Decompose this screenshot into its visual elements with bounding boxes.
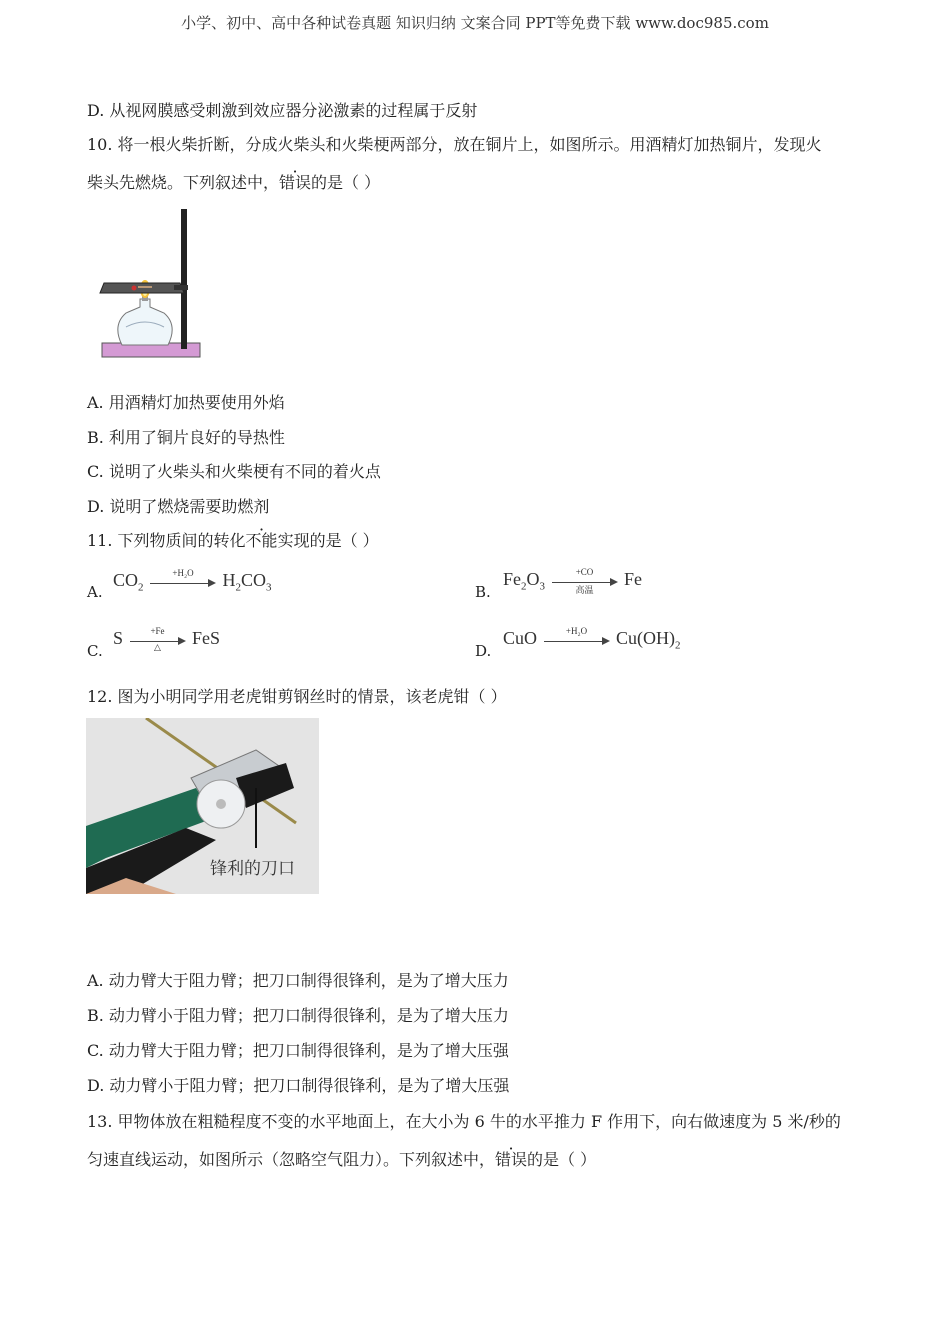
q11-option-b-label: B.	[475, 583, 491, 601]
q11-option-a-label: A.	[87, 583, 103, 601]
q10-option-d: D. 说明了燃烧需要助燃剂	[87, 497, 270, 516]
q12-option-b: B. 动力臂小于阻力臂；把刀口制得很锋利，是为了增大压力	[87, 1006, 509, 1025]
q12-stem: 12. 图为小明同学用老虎钳剪钢丝时的情景，该老虎钳（ ）	[87, 687, 507, 706]
q10-option-c: C. 说明了火柴头和火柴梗有不同的着火点	[87, 462, 381, 481]
q13-stem-line1: 13. 甲物体放在粗糙程度不变的水平地面上，在大小为 6 牛的水平推力 F 作用下，向右做速度为 5 米/秒的	[87, 1112, 841, 1131]
q10-stem-line1: 10. 将一根火柴折断，分成火柴头和火柴梗两部分，放在铜片上，如图所示。用酒精灯加热铜片，发现火	[87, 135, 822, 154]
blade-label: 锋利的刀口	[210, 859, 295, 878]
q10-option-b: B. 利用了铜片良好的导热性	[87, 428, 285, 447]
q11-option-c-equation: S +Fe △ FeS	[113, 625, 221, 652]
q11-option-d-equation: CuO +H₂O $Cu(OH)_2$	[503, 625, 681, 652]
q10-option-a: A. 用酒精灯加热要使用外焰	[87, 393, 285, 412]
site-header: 小学、初中、高中各种试卷真题 知识归纳 文案合同 PPT等免费下载 www.doc985.com	[181, 14, 769, 32]
q12-option-d: D. 动力臂小于阻力臂；把刀口制得很锋利，是为了增大压强	[87, 1076, 510, 1095]
emphasis-text: 不能	[245, 531, 278, 550]
q11-option-b-equation: $Fe_2O_3$ +CO 高温 Fe	[503, 566, 642, 595]
q11-option-d-label: D.	[475, 642, 492, 660]
pliers-photo	[86, 718, 319, 894]
q11-stem: 11. 下列物质间的转化不能实现的是（ ）	[87, 531, 379, 550]
q13-stem-line2: 匀速直线运动，如图所示（忽略空气阻力）。下列叙述中，错误的是（ ）	[87, 1150, 597, 1169]
reaction-arrow: +H₂O	[544, 631, 610, 649]
q11-option-a-equation: $CO_2$ +H₂O $H_2CO_3$	[113, 567, 272, 594]
emphasis-text: 错误	[495, 1150, 528, 1169]
q12-option-c: C. 动力臂大于阻力臂；把刀口制得很锋利，是为了增大压强	[87, 1041, 509, 1060]
q11-option-c-label: C.	[87, 642, 103, 660]
q12-option-a: A. 动力臂大于阻力臂；把刀口制得很锋利，是为了增大压力	[87, 971, 509, 990]
reaction-arrow: +CO 高温	[552, 572, 618, 590]
q10-stem-line2: 柴头先燃烧。下列叙述中，错误的是（ ）	[87, 173, 381, 192]
reaction-arrow: +Fe △	[130, 631, 186, 649]
q9-option-d: D. 从视网膜感受刺激到效应器分泌激素的过程属于反射	[87, 101, 478, 120]
alcohol-lamp-figure	[96, 205, 208, 363]
reaction-arrow: +H₂O	[150, 573, 216, 591]
emphasis-text: 错误	[279, 173, 312, 192]
